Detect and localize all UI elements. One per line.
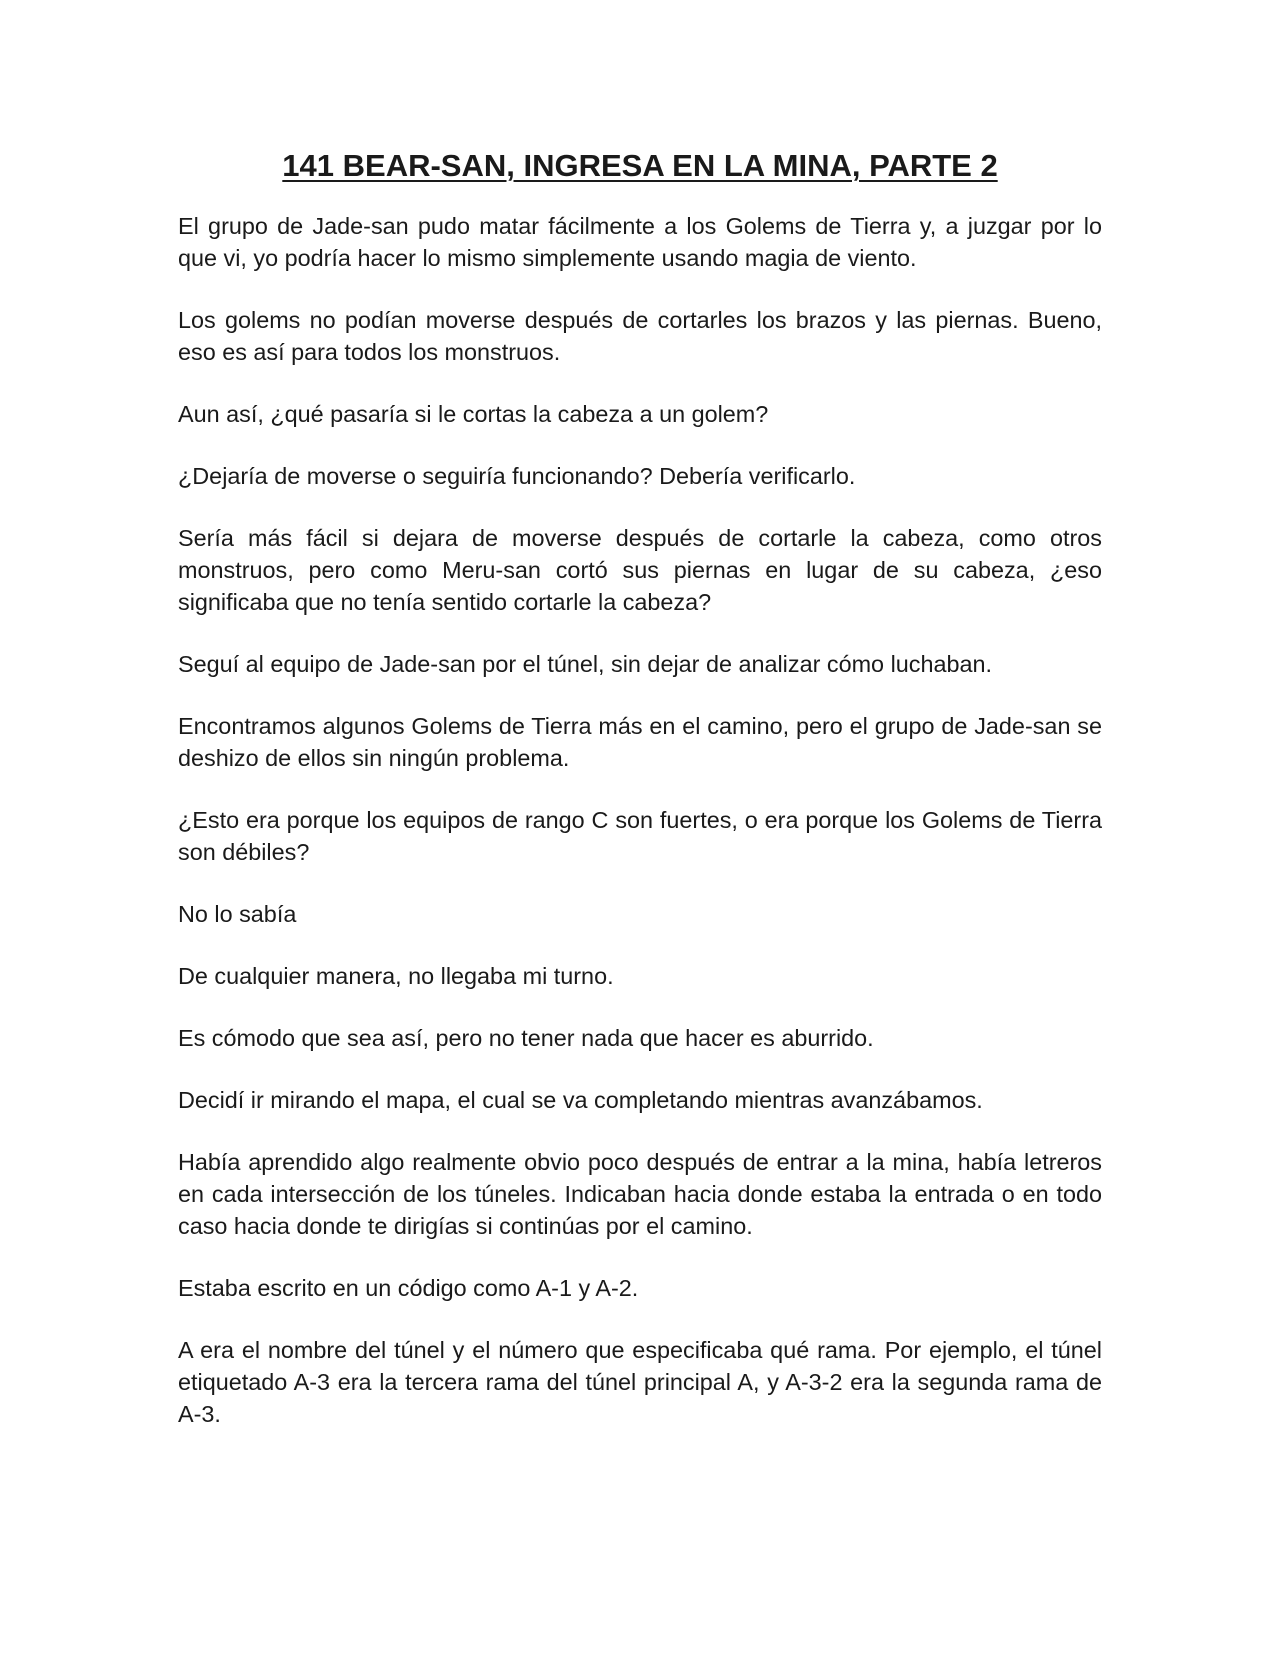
document-page [178,146,1102,1460]
paragraph: A era el nombre del túnel y el número que especificaba qué rama. Por ejemplo, el túnel etiquetado A-3 era la tercera rama del túnel principal A, y A-3-2 era la segunda rama de A-3. [178,1337,1102,1427]
paragraph: No lo sabía [178,901,297,927]
paragraph: Sería más fácil si dejara de moverse después de cortarle la cabeza, como otros monstruos, pero como Meru-san cortó sus piernas en lugar de su cabeza, ¿eso significaba que no tenía sentido cortarle la cabeza? [178,525,1102,615]
paragraph: ¿Esto era porque los equipos de rango C son fuertes, o era porque los Golems de Tierra son débiles? [178,807,1102,865]
paragraph: Aun así, ¿qué pasaría si le cortas la cabeza a un golem? [178,401,769,427]
paragraph: Encontramos algunos Golems de Tierra más en el camino, pero el grupo de Jade-san se deshizo de ellos sin ningún problema. [178,713,1102,771]
paragraph: Decidí ir mirando el mapa, el cual se va completando mientras avanzábamos. [178,1087,983,1113]
paragraph: De cualquier manera, no llegaba mi turno. [178,963,614,989]
paragraph: Los golems no podían moverse después de cortarles los brazos y las piernas. Bueno, eso es así para todos los monstruos. [178,307,1102,365]
paragraph: Seguí al equipo de Jade-san por el túnel, sin dejar de analizar cómo luchaban. [178,651,993,677]
paragraph: Es cómodo que sea así, pero no tener nada que hacer es aburrido. [178,1025,874,1051]
paragraph: El grupo de Jade-san pudo matar fácilmente a los Golems de Tierra y, a juzgar por lo que vi, yo podría hacer lo mismo simplemente usando magia de viento. [178,213,1102,271]
paragraph: ¿Dejaría de moverse o seguiría funcionando? Debería verificarlo. [178,463,856,489]
paragraph: Había aprendido algo realmente obvio poco después de entrar a la mina, había letreros en cada intersección de los túneles. Indicaban hacia donde estaba la entrada o en todo caso hacia donde te dirigías si continúas por el camino. [178,1149,1102,1239]
paragraph: Estaba escrito en un código como A-1 y A-2. [178,1275,639,1301]
chapter-title: 141 BEAR-SAN, INGRESA EN LA MINA, PARTE 2 [282,148,998,183]
